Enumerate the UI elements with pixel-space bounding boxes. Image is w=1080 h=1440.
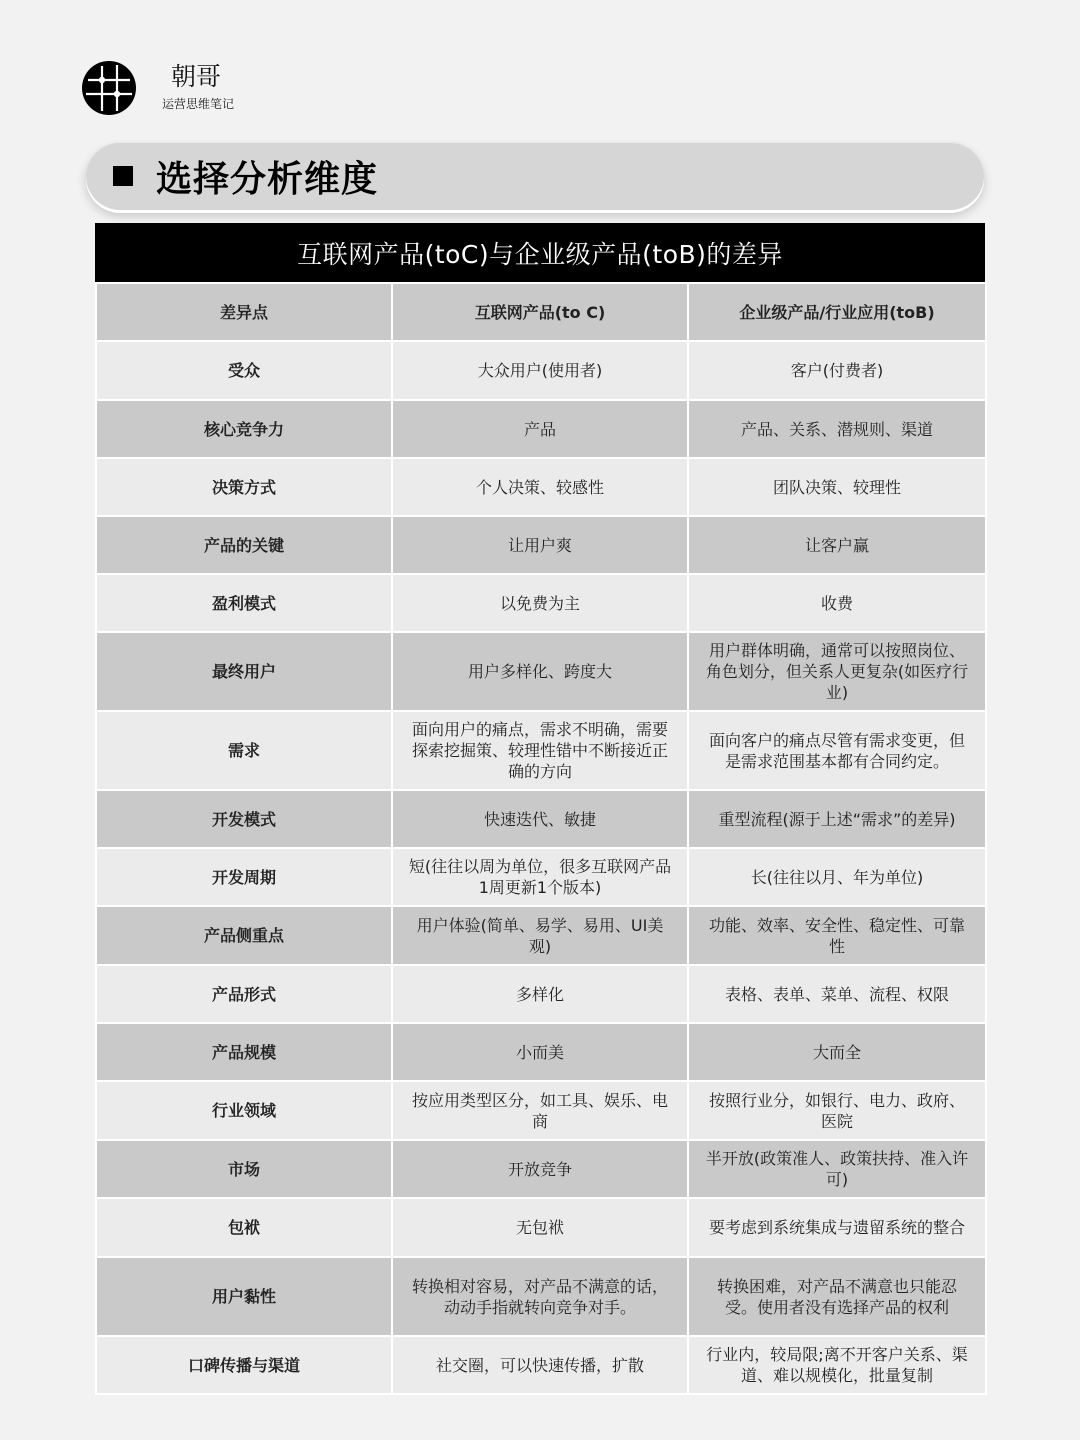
table-cell: 行业内，较局限;离不开客户关系、渠道、难以规模化，批量复制 <box>688 1336 986 1394</box>
row-label-cell: 开发周期 <box>96 848 392 906</box>
row-label-cell: 受众 <box>96 341 392 400</box>
brand-name: 朝哥 <box>171 62 222 91</box>
table-cell: 短(往往以周为单位，很多互联网产品1周更新1个版本) <box>392 848 688 906</box>
table-cell: 客户(付费者) <box>688 341 986 400</box>
table-row <box>96 711 986 790</box>
table-row <box>96 790 986 848</box>
row-label-cell: 行业领域 <box>96 1081 392 1140</box>
table-cell: 以免费为主 <box>392 574 688 632</box>
table-row <box>96 1257 986 1336</box>
table-row <box>96 965 986 1023</box>
table-cell: 面向用户的痛点，需求不明确，需要探索挖掘策、较理性错中不断接近正确的方向 <box>392 711 688 790</box>
table-row <box>96 1081 986 1140</box>
row-label-cell: 产品形式 <box>96 965 392 1023</box>
table-cell: 用户体验(简单、易学、易用、UI美观) <box>392 906 688 965</box>
table-cell: 快速迭代、敏捷 <box>392 790 688 848</box>
table-row <box>96 458 986 516</box>
table-cell: 用户多样化、跨度大 <box>392 632 688 711</box>
table-title: 互联网产品(toC)与企业级产品(toB)的差异 <box>95 223 985 282</box>
comparison-table <box>95 223 985 1395</box>
table-header-row <box>96 283 986 341</box>
table-cell: 多样化 <box>392 965 688 1023</box>
table-row <box>96 341 986 400</box>
row-label-cell: 用户黏性 <box>96 1257 392 1336</box>
table-row <box>96 632 986 711</box>
row-label-cell: 包袱 <box>96 1198 392 1257</box>
section-title: 选择分析维度 <box>156 158 379 200</box>
table-cell: 让客户赢 <box>688 516 986 574</box>
row-label-cell: 口碑传播与渠道 <box>96 1336 392 1394</box>
table-cell: 大而全 <box>688 1023 986 1081</box>
table-cell: 产品 <box>392 400 688 458</box>
table-cell: 转换困难，对产品不满意也只能忍受。使用者没有选择产品的权利 <box>688 1257 986 1336</box>
table-cell: 产品、关系、潜规则、渠道 <box>688 400 986 458</box>
table-cell: 转换相对容易，对产品不满意的话，动动手指就转向竞争对手。 <box>392 1257 688 1336</box>
table-cell: 开放竞争 <box>392 1140 688 1198</box>
section-title-bar <box>86 142 984 210</box>
brand-subtitle: 运营思维笔记 <box>162 97 235 111</box>
table-cell: 社交圈，可以快速传播，扩散 <box>392 1336 688 1394</box>
table-cell: 按应用类型区分，如工具、娱乐、电商 <box>392 1081 688 1140</box>
table-cell: 大众用户(使用者) <box>392 341 688 400</box>
square-bullet-icon <box>113 166 133 186</box>
table-cell: 按照行业分，如银行、电力、政府、医院 <box>688 1081 986 1140</box>
table-cell: 个人决策、较感性 <box>392 458 688 516</box>
table-cell: 半开放(政策准人、政策扶持、准入许可) <box>688 1140 986 1198</box>
table-cell: 要考虑到系统集成与遗留系统的整合 <box>688 1198 986 1257</box>
table-cell: 表格、表单、菜单、流程、权限 <box>688 965 986 1023</box>
row-label-cell: 开发模式 <box>96 790 392 848</box>
table-cell: 长(往往以月、年为单位) <box>688 848 986 906</box>
column-header: 差异点 <box>96 283 392 341</box>
row-label-cell: 最终用户 <box>96 632 392 711</box>
row-label-cell: 决策方式 <box>96 458 392 516</box>
table-row <box>96 1336 986 1394</box>
row-label-cell: 需求 <box>96 711 392 790</box>
circle-grid-logo-icon <box>82 61 136 115</box>
table-cell: 用户群体明确，通常可以按照岗位、角色划分，但关系人更复杂(如医疗行业) <box>688 632 986 711</box>
table-row <box>96 574 986 632</box>
row-label-cell: 市场 <box>96 1140 392 1198</box>
column-header: 互联网产品(to C) <box>392 283 688 341</box>
row-label-cell: 产品规模 <box>96 1023 392 1081</box>
table-cell: 让用户爽 <box>392 516 688 574</box>
row-label-cell: 核心竞争力 <box>96 400 392 458</box>
table-body <box>95 282 987 1395</box>
row-label-cell: 产品的关键 <box>96 516 392 574</box>
table-row <box>96 1198 986 1257</box>
table-cell: 面向客户的痛点尽管有需求变更，但是需求范围基本都有合同约定。 <box>688 711 986 790</box>
table-cell: 无包袱 <box>392 1198 688 1257</box>
table-cell: 功能、效率、安全性、稳定性、可靠性 <box>688 906 986 965</box>
table-row <box>96 516 986 574</box>
table-cell: 小而美 <box>392 1023 688 1081</box>
table-row <box>96 906 986 965</box>
table-row <box>96 1023 986 1081</box>
table-cell: 收费 <box>688 574 986 632</box>
table-row <box>96 848 986 906</box>
table-cell: 团队决策、较理性 <box>688 458 986 516</box>
column-header: 企业级产品/行业应用(toB) <box>688 283 986 341</box>
table-row <box>96 1140 986 1198</box>
row-label-cell: 盈利模式 <box>96 574 392 632</box>
brand-header <box>82 61 234 115</box>
row-label-cell: 产品侧重点 <box>96 906 392 965</box>
table-cell: 重型流程(源于上述“需求”的差异) <box>688 790 986 848</box>
table-row <box>96 400 986 458</box>
